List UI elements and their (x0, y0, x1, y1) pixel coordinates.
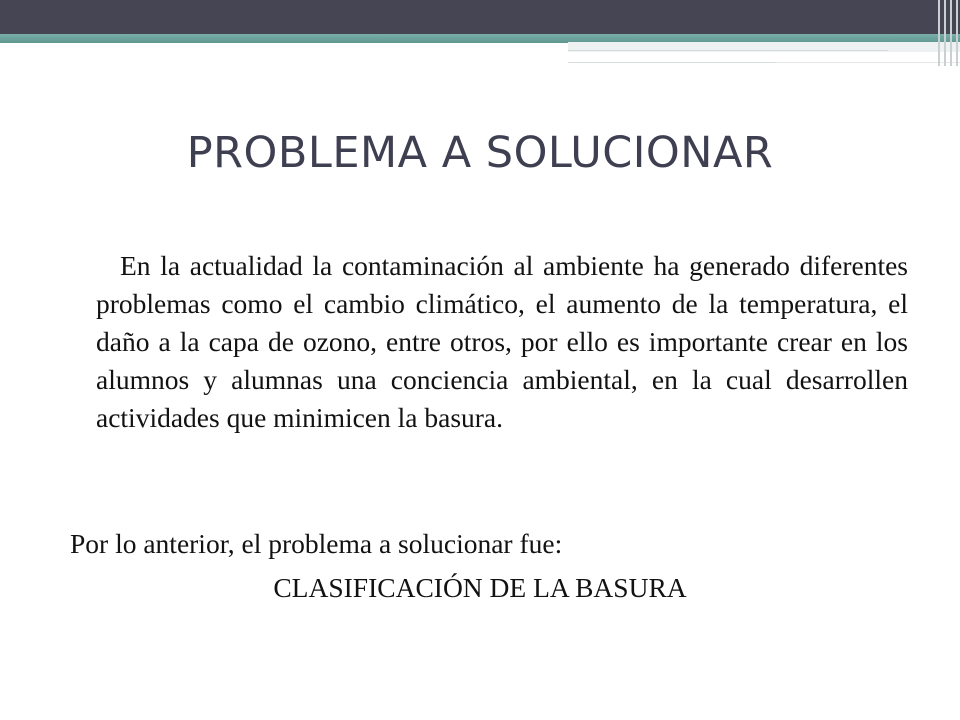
body-paragraph: En la actualidad la contaminación al ambiente ha generado diferentes problemas como el cambio climático, el aumento de la temperatura, el daño a la capa de ozono, entre otros, por ello es importante crear en los alumnos y alumnas una conciencia ambiental, en la cual desarrollen actividades que minimicen la basura. (96, 250, 908, 433)
accent-line (568, 62, 776, 63)
slide-title: PROBLEMA A SOLUCIONAR (186, 128, 774, 178)
lead-in-text: Por lo anterior, el problema a solucionar fue: (70, 528, 563, 559)
solution-text: CLASIFICACIÓN DE LA BASURA (273, 572, 687, 603)
header-band (0, 0, 960, 36)
edge-decoration (934, 0, 960, 66)
accent-line (776, 62, 960, 63)
accent-line (568, 50, 888, 51)
